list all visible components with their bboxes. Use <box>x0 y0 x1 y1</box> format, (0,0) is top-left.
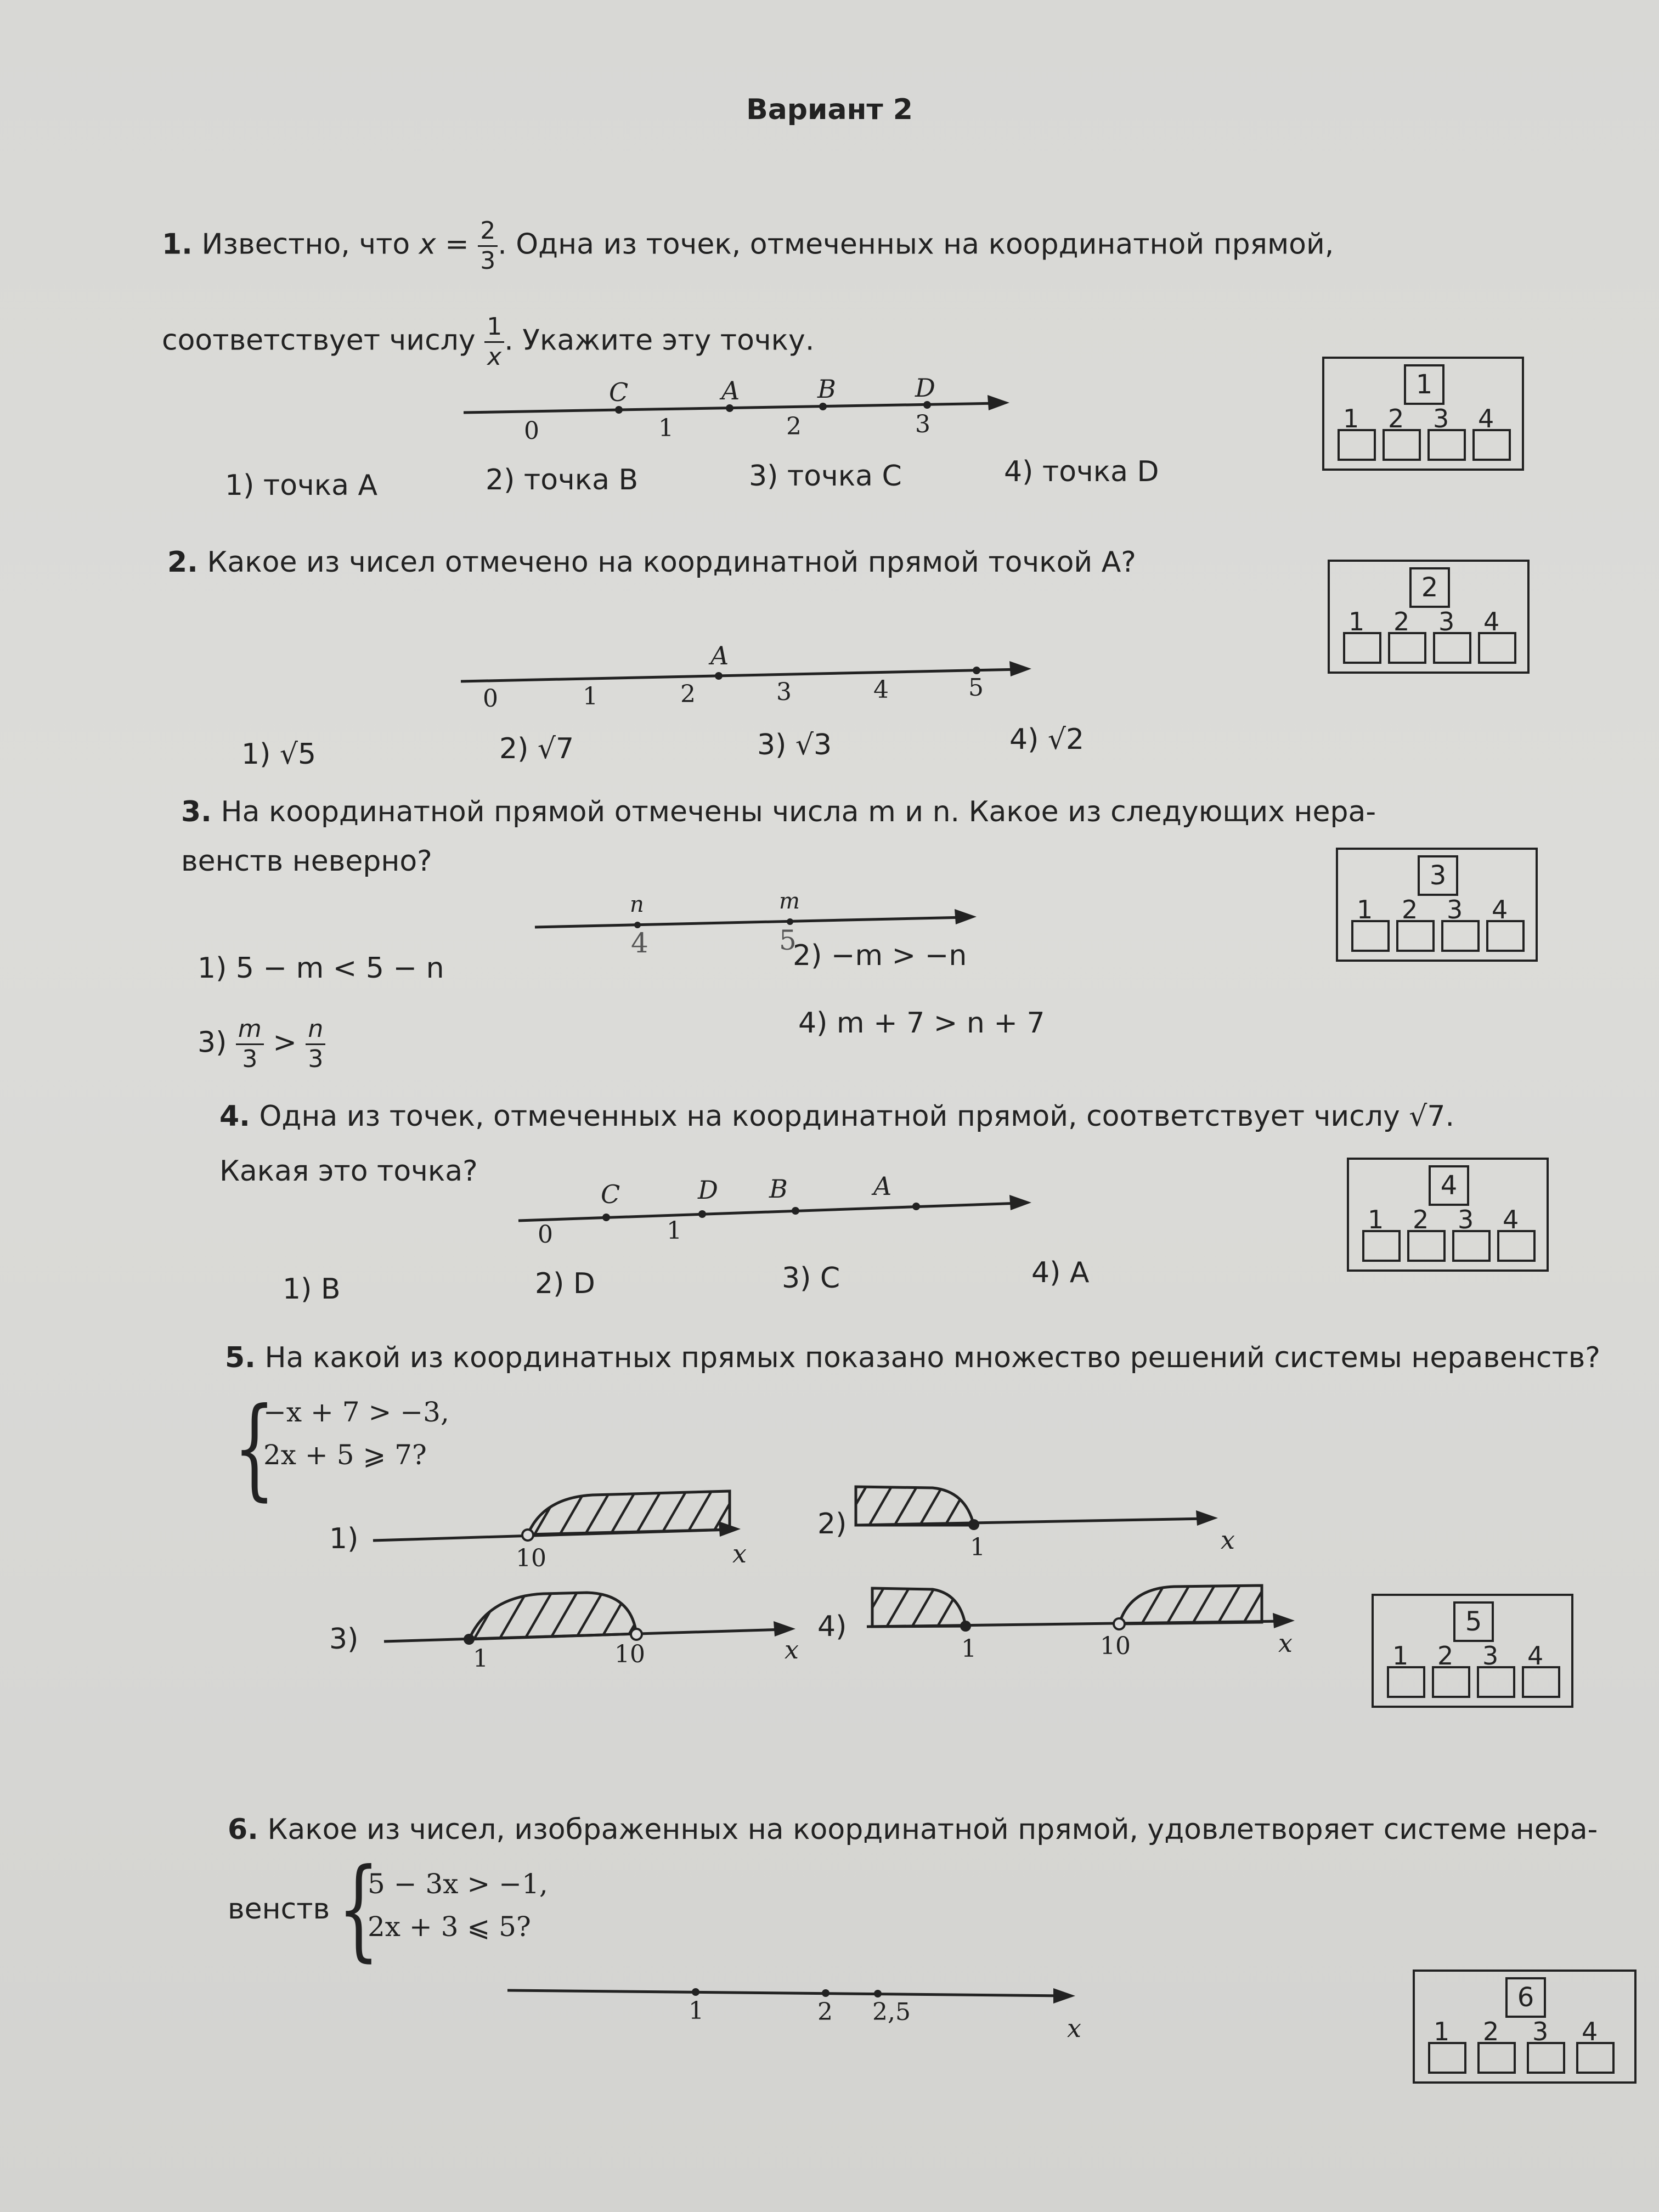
q3-label-m: m <box>779 889 800 914</box>
answer-box-4-cell-label-3: 3 <box>1458 1205 1474 1234</box>
q6-text2: венств <box>228 1893 330 1926</box>
answer-cell-3-4[interactable] <box>1486 920 1525 952</box>
answer-cell-4-1[interactable] <box>1362 1230 1401 1262</box>
q2-tick-0: 0 <box>483 685 498 713</box>
q4-option-3[interactable]: 3) C <box>782 1262 840 1295</box>
answer-box-6-cell-label-2: 2 <box>1483 2017 1499 2046</box>
answer-cell-2-1[interactable] <box>1343 632 1381 664</box>
q4-tick-0: 0 <box>538 1221 553 1249</box>
answer-box-4 <box>1347 1158 1549 1272</box>
q5-l1-axis-x: x <box>732 1539 747 1568</box>
answer-box-2-cell-label-2: 2 <box>1393 607 1410 636</box>
answer-box-5 <box>1372 1594 1573 1708</box>
answer-box-3-cell-label-1: 1 <box>1357 895 1373 924</box>
q3-option-2[interactable]: 2) −m > −n <box>793 939 967 972</box>
answer-box-1-cell-label-4: 4 <box>1478 404 1494 433</box>
q4-option-4[interactable]: 4) A <box>1031 1256 1090 1289</box>
q1-line2-b: . Укажите эту точку. <box>504 324 815 357</box>
q3-handwritten-5: 5 <box>779 924 797 956</box>
answer-cell-5-1[interactable] <box>1387 1666 1425 1698</box>
answer-box-5-cell-label-3: 3 <box>1482 1641 1499 1671</box>
answer-box-3-cells <box>1346 897 1527 952</box>
q5-l3-tick-1: 1 <box>473 1645 488 1673</box>
answer-cell-4-3[interactable] <box>1452 1230 1491 1262</box>
answer-box-3-cell-label-4: 4 <box>1492 895 1508 924</box>
answer-box-6-number: 6 <box>1505 1977 1546 2018</box>
q1-tick-3: 3 <box>915 410 930 438</box>
q1-option-4[interactable]: 4) точка D <box>1004 455 1159 488</box>
q1-option-1[interactable]: 1) точка A <box>225 469 378 502</box>
answer-box-1-cell-label-3: 3 <box>1433 404 1449 433</box>
q5-label-2[interactable]: 2) <box>817 1508 847 1541</box>
q5-l3-tick-10: 10 <box>614 1640 645 1668</box>
answer-cell-3-3[interactable] <box>1441 920 1480 952</box>
answer-box-2-cell-label-1: 1 <box>1348 607 1365 636</box>
answer-box-3-cell-label-2: 2 <box>1402 895 1418 924</box>
q5-l4-tick-10: 10 <box>1100 1632 1131 1660</box>
q3-handwritten-4: 4 <box>631 927 648 959</box>
q4-label-b: B <box>769 1174 788 1204</box>
q4-number: 4. <box>219 1100 250 1133</box>
q2-tick-4: 4 <box>873 676 889 704</box>
q3-opt3-prefix: 3) <box>198 1026 227 1059</box>
q1-option-2[interactable]: 2) точка B <box>486 464 639 496</box>
q2-number: 2. <box>167 546 198 579</box>
q1-option-3[interactable]: 3) точка C <box>749 460 902 493</box>
q6-brace: { <box>337 1845 380 1973</box>
q2-tick-1: 1 <box>583 682 598 710</box>
q1-label-d: D <box>915 373 935 403</box>
q1-label-a: A <box>721 376 740 405</box>
answer-box-2-cell-label-4: 4 <box>1483 607 1500 636</box>
answer-cell-6-2[interactable] <box>1477 2042 1516 2074</box>
answer-box-1-cell-label-2: 2 <box>1388 404 1404 433</box>
answer-box-5-number: 5 <box>1453 1601 1494 1642</box>
answer-cell-5-4[interactable] <box>1522 1666 1560 1698</box>
q3-frac-n-num: n <box>306 1015 325 1045</box>
q6-question: Какое из чисел, изображенных на координатной прямой, удовлетворяет системе нера- <box>267 1813 1598 1846</box>
answer-box-2-cell-label-3: 3 <box>1438 607 1455 636</box>
q4-label-c: C <box>601 1180 620 1209</box>
answer-box-3-number: 3 <box>1418 855 1458 896</box>
answer-cell-4-4[interactable] <box>1497 1230 1536 1262</box>
q5-l2-axis-x: x <box>1221 1525 1235 1555</box>
answer-cell-1-1[interactable] <box>1338 429 1376 461</box>
answer-box-6 <box>1413 1970 1637 2084</box>
answer-box-1-cell-label-1: 1 <box>1343 404 1359 433</box>
answer-box-1 <box>1322 357 1524 471</box>
q5-l1-tick-10: 10 <box>516 1544 546 1572</box>
answer-cell-1-3[interactable] <box>1427 429 1466 461</box>
q1-frac-den: 3 <box>480 247 496 275</box>
page-title: Вариант 2 <box>746 93 913 126</box>
answer-cell-6-4[interactable] <box>1576 2042 1615 2074</box>
q1-text-a: Известно, что <box>201 228 410 261</box>
q2-tick-3: 3 <box>776 678 792 706</box>
answer-cell-2-4[interactable] <box>1478 632 1516 664</box>
q1-tick-1: 1 <box>658 414 674 442</box>
answer-box-1-cells <box>1332 406 1513 461</box>
answer-box-6-cell-label-3: 3 <box>1532 2017 1549 2046</box>
answer-box-3 <box>1336 848 1538 962</box>
answer-cell-6-1[interactable] <box>1428 2042 1466 2074</box>
q3-option-1[interactable]: 1) 5 − m < 5 − n <box>198 952 444 985</box>
q1-frac2-num: 1 <box>484 313 504 343</box>
q1-label-c: C <box>609 377 629 407</box>
q5-number: 5. <box>225 1341 256 1374</box>
q5-label-3[interactable]: 3) <box>329 1623 359 1656</box>
q2-tick-5: 5 <box>968 674 984 702</box>
q2-question: Какое из чисел отмечено на координатной прямой точкой A? <box>207 546 1136 579</box>
answer-box-6-cell-label-1: 1 <box>1434 2017 1450 2046</box>
q1-tick-0: 0 <box>524 417 539 445</box>
answer-cell-2-3[interactable] <box>1433 632 1471 664</box>
q6-system-line2: 2x + 3 ⩽ 5? <box>368 1911 531 1943</box>
q4-option-1[interactable]: 1) B <box>283 1273 341 1306</box>
q4-option-2[interactable]: 2) D <box>535 1267 595 1300</box>
q4-label-d: D <box>698 1175 718 1205</box>
answer-cell-5-2[interactable] <box>1432 1666 1470 1698</box>
q1-tick-2: 2 <box>786 413 802 441</box>
answer-cell-2-2[interactable] <box>1388 632 1426 664</box>
q4-question-1: Одна из точек, отмеченных на координатной прямой, соответствует числу √7. <box>259 1100 1455 1133</box>
answer-box-6-cell-label-4: 4 <box>1582 2017 1598 2046</box>
q5-system-line2: 2x + 5 ⩾ 7? <box>263 1439 427 1471</box>
answer-cell-4-2[interactable] <box>1407 1230 1446 1262</box>
answer-box-6-cells <box>1423 2019 1604 2074</box>
q5-question: На какой из координатных прямых показано множество решений системы неравенств? <box>264 1341 1601 1374</box>
answer-box-4-number: 4 <box>1429 1165 1469 1206</box>
q5-l3-axis-x: x <box>785 1635 799 1664</box>
q1-x-eq: x = <box>419 228 469 261</box>
answer-box-3-cell-label-3: 3 <box>1447 895 1463 924</box>
answer-box-4-cell-label-4: 4 <box>1503 1205 1519 1234</box>
q3-question-1: На координатной прямой отмечены числа m и n. Какое из следующих нера- <box>221 795 1376 828</box>
answer-box-5-cell-label-2: 2 <box>1437 1641 1454 1671</box>
q2-option-3[interactable]: 3) √3 <box>757 729 832 761</box>
q3-label-n: n <box>630 892 644 917</box>
q6-axis-x: x <box>1067 2013 1081 2043</box>
q5-label-4[interactable]: 4) <box>817 1610 847 1643</box>
q6-tick-25: 2,5 <box>872 1998 911 2026</box>
answer-cell-3-2[interactable] <box>1396 920 1435 952</box>
q6-system-line1: 5 − 3x > −1, <box>368 1868 548 1900</box>
q5-brace: { <box>233 1384 275 1512</box>
answer-box-1-number: 1 <box>1404 364 1444 405</box>
q6-tick-2: 2 <box>817 1998 833 2026</box>
answer-box-5-cell-label-4: 4 <box>1527 1641 1544 1671</box>
q2-option-4[interactable]: 4) √2 <box>1009 723 1085 756</box>
answer-cell-5-3[interactable] <box>1477 1666 1515 1698</box>
q1-frac2-den: x <box>487 343 502 371</box>
answer-box-5-cells <box>1381 1643 1562 1698</box>
q3-option-4[interactable]: 4) m + 7 > n + 7 <box>798 1007 1045 1040</box>
q2-label-a: A <box>710 641 729 670</box>
q5-system-line1: −x + 7 > −3, <box>263 1396 449 1428</box>
answer-box-5-cell-label-1: 1 <box>1392 1641 1409 1671</box>
answer-box-4-cell-label-1: 1 <box>1368 1205 1384 1234</box>
q2-option-2[interactable]: 2) √7 <box>499 732 574 765</box>
q5-l4-tick-1: 1 <box>961 1635 977 1663</box>
q5-l4-axis-x: x <box>1278 1628 1293 1658</box>
q1-text-b: . Одна из точек, отмеченных на координатной прямой, <box>498 228 1334 261</box>
answer-box-4-cells <box>1357 1207 1538 1262</box>
q1-line2-a: соответствует числу <box>162 324 476 357</box>
answer-cell-3-1[interactable] <box>1351 920 1390 952</box>
q5-l2-tick-1: 1 <box>970 1533 985 1561</box>
q4-text-line2: Какая это точка? <box>219 1155 478 1188</box>
q3-text-line2: венств неверно? <box>181 845 432 878</box>
q3-opt3-gt: > <box>273 1026 297 1059</box>
answer-box-2 <box>1328 560 1530 674</box>
answer-box-4-cell-label-2: 2 <box>1413 1205 1429 1234</box>
q6-tick-1: 1 <box>689 1997 704 2025</box>
q2-option-1[interactable]: 1) √5 <box>241 738 317 771</box>
q4-tick-1: 1 <box>667 1217 682 1245</box>
q5-label-1[interactable]: 1) <box>329 1522 359 1555</box>
answer-cell-6-3[interactable] <box>1527 2042 1565 2074</box>
q4-label-a: A <box>873 1171 892 1201</box>
q3-frac-m-den: 3 <box>242 1045 258 1073</box>
q6-number: 6. <box>228 1813 258 1846</box>
q1-number: 1. <box>162 228 193 261</box>
q1-frac-num: 2 <box>478 217 498 247</box>
answer-box-2-number: 2 <box>1409 567 1450 608</box>
answer-box-2-cells <box>1338 609 1519 664</box>
answer-cell-1-2[interactable] <box>1383 429 1421 461</box>
q3-frac-n-den: 3 <box>308 1045 324 1073</box>
q3-frac-m-num: m <box>236 1015 264 1045</box>
answer-cell-1-4[interactable] <box>1472 429 1511 461</box>
q2-tick-2: 2 <box>680 680 696 708</box>
q1-label-b: B <box>817 374 836 404</box>
q3-number: 3. <box>181 795 212 828</box>
